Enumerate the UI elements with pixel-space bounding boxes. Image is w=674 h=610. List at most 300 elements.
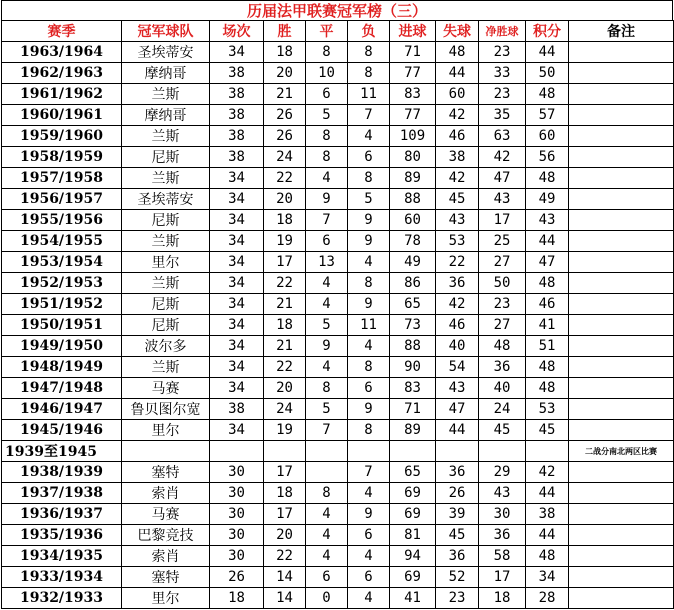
cell-team: 尼斯 [122, 294, 210, 315]
cell-note [569, 357, 674, 378]
table-row [2, 420, 674, 441]
cell-drawn: 6 [306, 84, 348, 105]
cell-points: 48 [526, 357, 569, 378]
table-row [2, 336, 674, 357]
cell-season: 1948/1949 [2, 357, 122, 378]
cell-lost: 8 [348, 63, 390, 84]
header-team: 冠军球队 [122, 21, 210, 42]
cell-team: 兰斯 [122, 168, 210, 189]
cell-goals-against: 43 [436, 210, 479, 231]
cell-lost: 11 [348, 84, 390, 105]
cell-played: 30 [210, 462, 264, 483]
cell-note [569, 63, 674, 84]
cell-won: 21 [264, 294, 306, 315]
cell-played: 30 [210, 525, 264, 546]
table-row [2, 168, 674, 189]
cell-won: 17 [264, 462, 306, 483]
cell-won: 14 [264, 588, 306, 609]
cell-team: 巴黎竞技 [122, 525, 210, 546]
champions-table [1, 20, 674, 609]
cell-goals-for: 49 [390, 252, 436, 273]
cell-team: 摩纳哥 [122, 63, 210, 84]
cell-goals-against: 44 [436, 420, 479, 441]
cell-note [569, 168, 674, 189]
table-body [2, 42, 674, 609]
header-lost: 负 [348, 21, 390, 42]
cell-goal-diff: 23 [479, 42, 526, 63]
table-row [2, 210, 674, 231]
cell-played: 30 [210, 483, 264, 504]
cell-played: 34 [210, 420, 264, 441]
cell-won: 22 [264, 546, 306, 567]
cell-points: 46 [526, 294, 569, 315]
cell-lost: 4 [348, 336, 390, 357]
cell-lost: 11 [348, 315, 390, 336]
cell-won: 18 [264, 315, 306, 336]
cell-goal-diff: 43 [479, 483, 526, 504]
cell-season: 1952/1953 [2, 273, 122, 294]
cell-team: 兰斯 [122, 231, 210, 252]
cell-drawn: 4 [306, 168, 348, 189]
cell-played: 34 [210, 294, 264, 315]
cell-season: 1950/1951 [2, 315, 122, 336]
table-row [2, 546, 674, 567]
cell-won: 20 [264, 63, 306, 84]
cell-goals-against: 42 [436, 105, 479, 126]
cell-note [569, 84, 674, 105]
cell-season: 1958/1959 [2, 147, 122, 168]
cell-points: 44 [526, 525, 569, 546]
cell-goal-diff: 30 [479, 504, 526, 525]
cell-season: 1936/1937 [2, 504, 122, 525]
cell-won: 22 [264, 357, 306, 378]
cell-team: 圣埃蒂安 [122, 42, 210, 63]
header-goal-diff: 净胜球 [479, 21, 526, 42]
cell-goal-diff [479, 441, 526, 462]
cell-season: 1954/1955 [2, 231, 122, 252]
cell-lost: 9 [348, 210, 390, 231]
cell-lost [348, 441, 390, 462]
cell-note [569, 273, 674, 294]
cell-goals-for: 88 [390, 336, 436, 357]
cell-note [569, 231, 674, 252]
cell-won: 19 [264, 231, 306, 252]
cell-note [569, 42, 674, 63]
cell-note [569, 483, 674, 504]
cell-team: 尼斯 [122, 147, 210, 168]
cell-team: 塞特 [122, 462, 210, 483]
cell-goals-against: 36 [436, 546, 479, 567]
cell-points: 50 [526, 63, 569, 84]
cell-points: 34 [526, 567, 569, 588]
cell-goals-for: 77 [390, 105, 436, 126]
header-played: 场次 [210, 21, 264, 42]
header-won: 胜 [264, 21, 306, 42]
cell-won: 21 [264, 336, 306, 357]
cell-goals-against: 45 [436, 189, 479, 210]
cell-won: 20 [264, 525, 306, 546]
page-title: 历届法甲联赛冠军榜（三） [1, 0, 673, 20]
cell-goal-diff: 36 [479, 357, 526, 378]
cell-goals-for: 89 [390, 420, 436, 441]
cell-won [264, 441, 306, 462]
table-row [2, 567, 674, 588]
cell-season: 1945/1946 [2, 420, 122, 441]
cell-played: 26 [210, 567, 264, 588]
cell-lost: 4 [348, 546, 390, 567]
cell-goals-against: 46 [436, 315, 479, 336]
cell-won: 22 [264, 168, 306, 189]
cell-goals-against: 36 [436, 462, 479, 483]
cell-note [569, 105, 674, 126]
cell-drawn: 4 [306, 546, 348, 567]
cell-lost: 9 [348, 399, 390, 420]
table-row [2, 294, 674, 315]
cell-goals-against: 40 [436, 336, 479, 357]
cell-goals-for: 73 [390, 315, 436, 336]
cell-lost: 9 [348, 231, 390, 252]
cell-team: 摩纳哥 [122, 105, 210, 126]
cell-points: 38 [526, 504, 569, 525]
cell-season: 1949/1950 [2, 336, 122, 357]
cell-lost: 9 [348, 504, 390, 525]
cell-goals-against: 38 [436, 147, 479, 168]
cell-lost: 6 [348, 147, 390, 168]
cell-team: 尼斯 [122, 210, 210, 231]
cell-lost: 8 [348, 168, 390, 189]
cell-team: 里尔 [122, 588, 210, 609]
cell-goals-against: 48 [436, 42, 479, 63]
cell-goals-for: 69 [390, 504, 436, 525]
table-row [2, 189, 674, 210]
cell-played: 34 [210, 252, 264, 273]
cell-played: 30 [210, 504, 264, 525]
cell-goal-diff: 17 [479, 567, 526, 588]
cell-played: 38 [210, 399, 264, 420]
cell-points: 44 [526, 483, 569, 504]
cell-season: 1933/1934 [2, 567, 122, 588]
cell-team: 塞特 [122, 567, 210, 588]
cell-season: 1959/1960 [2, 126, 122, 147]
cell-points: 57 [526, 105, 569, 126]
cell-goals-for [390, 441, 436, 462]
cell-points: 60 [526, 126, 569, 147]
cell-note [569, 189, 674, 210]
cell-won: 17 [264, 252, 306, 273]
table-row [2, 252, 674, 273]
cell-goals-against: 36 [436, 273, 479, 294]
cell-played: 34 [210, 378, 264, 399]
cell-season: 1956/1957 [2, 189, 122, 210]
cell-goals-for: 78 [390, 231, 436, 252]
cell-goals-for: 94 [390, 546, 436, 567]
cell-played: 38 [210, 126, 264, 147]
table-row [2, 105, 674, 126]
cell-season: 1934/1935 [2, 546, 122, 567]
cell-season: 1957/1958 [2, 168, 122, 189]
cell-goal-diff: 33 [479, 63, 526, 84]
cell-goal-diff: 63 [479, 126, 526, 147]
cell-note [569, 567, 674, 588]
cell-goals-for: 41 [390, 588, 436, 609]
cell-goal-diff: 23 [479, 84, 526, 105]
cell-played: 34 [210, 210, 264, 231]
cell-drawn: 13 [306, 252, 348, 273]
cell-lost: 8 [348, 273, 390, 294]
cell-won: 24 [264, 399, 306, 420]
cell-points: 45 [526, 420, 569, 441]
cell-goals-for: 69 [390, 483, 436, 504]
cell-note [569, 588, 674, 609]
cell-points: 49 [526, 189, 569, 210]
cell-won: 17 [264, 504, 306, 525]
cell-goals-for: 71 [390, 399, 436, 420]
cell-drawn: 4 [306, 294, 348, 315]
cell-played: 38 [210, 105, 264, 126]
cell-points: 48 [526, 84, 569, 105]
cell-goals-against [436, 441, 479, 462]
cell-drawn: 9 [306, 336, 348, 357]
cell-won: 20 [264, 378, 306, 399]
cell-note [569, 462, 674, 483]
cell-goals-for: 88 [390, 189, 436, 210]
cell-team: 圣埃蒂安 [122, 189, 210, 210]
header-row [2, 21, 674, 42]
cell-points: 48 [526, 273, 569, 294]
cell-played: 30 [210, 546, 264, 567]
header-points: 积分 [526, 21, 569, 42]
cell-drawn: 10 [306, 63, 348, 84]
cell-drawn [306, 441, 348, 462]
cell-lost: 4 [348, 126, 390, 147]
cell-drawn: 5 [306, 399, 348, 420]
cell-season: 1937/1938 [2, 483, 122, 504]
cell-drawn: 0 [306, 588, 348, 609]
cell-lost: 9 [348, 294, 390, 315]
cell-won: 18 [264, 210, 306, 231]
cell-goal-diff: 43 [479, 189, 526, 210]
header-note: 备注 [569, 21, 674, 42]
cell-note [569, 420, 674, 441]
table-row [2, 231, 674, 252]
table-row [2, 504, 674, 525]
cell-played: 38 [210, 147, 264, 168]
cell-goals-for: 83 [390, 378, 436, 399]
cell-team: 马赛 [122, 378, 210, 399]
cell-season: 1962/1963 [2, 63, 122, 84]
cell-points: 28 [526, 588, 569, 609]
cell-won: 26 [264, 126, 306, 147]
cell-lost: 6 [348, 525, 390, 546]
cell-lost: 7 [348, 462, 390, 483]
cell-drawn [306, 462, 348, 483]
cell-lost: 8 [348, 42, 390, 63]
cell-team: 波尔多 [122, 336, 210, 357]
cell-goals-against: 42 [436, 294, 479, 315]
cell-points: 44 [526, 42, 569, 63]
cell-goals-against: 22 [436, 252, 479, 273]
cell-team: 兰斯 [122, 273, 210, 294]
cell-played: 34 [210, 273, 264, 294]
cell-note [569, 336, 674, 357]
cell-won: 14 [264, 567, 306, 588]
cell-season: 1947/1948 [2, 378, 122, 399]
cell-lost: 6 [348, 378, 390, 399]
cell-points: 42 [526, 462, 569, 483]
cell-drawn: 4 [306, 504, 348, 525]
cell-drawn: 8 [306, 378, 348, 399]
cell-team: 鲁贝图尔宽 [122, 399, 210, 420]
cell-goals-for: 83 [390, 84, 436, 105]
table-row [2, 525, 674, 546]
cell-lost: 5 [348, 189, 390, 210]
cell-drawn: 8 [306, 126, 348, 147]
cell-goal-diff: 25 [479, 231, 526, 252]
cell-goal-diff: 58 [479, 546, 526, 567]
cell-goals-for: 109 [390, 126, 436, 147]
cell-lost: 7 [348, 105, 390, 126]
table-row [2, 42, 674, 63]
header-goals-against: 失球 [436, 21, 479, 42]
cell-points [526, 441, 569, 462]
cell-played: 38 [210, 63, 264, 84]
table-row [2, 462, 674, 483]
cell-points: 51 [526, 336, 569, 357]
cell-goal-diff: 27 [479, 315, 526, 336]
cell-played: 34 [210, 42, 264, 63]
cell-goal-diff: 17 [479, 210, 526, 231]
cell-goal-diff: 18 [479, 588, 526, 609]
cell-drawn: 8 [306, 147, 348, 168]
table-row [2, 147, 674, 168]
cell-goals-for: 65 [390, 294, 436, 315]
cell-drawn: 8 [306, 483, 348, 504]
cell-team: 兰斯 [122, 357, 210, 378]
cell-drawn: 4 [306, 357, 348, 378]
cell-drawn: 6 [306, 567, 348, 588]
cell-note [569, 504, 674, 525]
cell-goal-diff: 27 [479, 252, 526, 273]
cell-won: 18 [264, 42, 306, 63]
cell-played: 34 [210, 168, 264, 189]
cell-drawn: 5 [306, 105, 348, 126]
table-row [2, 126, 674, 147]
table-row [2, 63, 674, 84]
cell-played: 38 [210, 84, 264, 105]
cell-goal-diff: 50 [479, 273, 526, 294]
cell-played: 18 [210, 588, 264, 609]
cell-goals-against: 53 [436, 231, 479, 252]
cell-season: 1963/1964 [2, 42, 122, 63]
cell-season: 1939至1945 [2, 441, 122, 462]
cell-played: 34 [210, 336, 264, 357]
cell-points: 53 [526, 399, 569, 420]
cell-goals-for: 77 [390, 63, 436, 84]
cell-goal-diff: 23 [479, 294, 526, 315]
champions-table-container [1, 0, 673, 609]
table-row [2, 273, 674, 294]
cell-won: 19 [264, 420, 306, 441]
cell-goal-diff: 24 [479, 399, 526, 420]
table-row [2, 441, 674, 462]
header-goals-for: 进球 [390, 21, 436, 42]
header-season: 赛季 [2, 21, 122, 42]
cell-team: 尼斯 [122, 315, 210, 336]
table-row [2, 378, 674, 399]
cell-goal-diff: 36 [479, 525, 526, 546]
cell-goal-diff: 40 [479, 378, 526, 399]
cell-goals-for: 69 [390, 567, 436, 588]
cell-drawn: 4 [306, 273, 348, 294]
cell-goals-against: 42 [436, 168, 479, 189]
cell-team: 里尔 [122, 252, 210, 273]
cell-lost: 8 [348, 357, 390, 378]
cell-season: 1961/1962 [2, 84, 122, 105]
cell-note [569, 315, 674, 336]
cell-drawn: 6 [306, 231, 348, 252]
cell-team [122, 441, 210, 462]
cell-goal-diff: 48 [479, 336, 526, 357]
cell-team: 马赛 [122, 504, 210, 525]
cell-note [569, 126, 674, 147]
cell-goals-for: 65 [390, 462, 436, 483]
cell-points: 48 [526, 168, 569, 189]
cell-points: 48 [526, 546, 569, 567]
cell-played: 34 [210, 357, 264, 378]
cell-note [569, 399, 674, 420]
cell-goals-against: 23 [436, 588, 479, 609]
cell-goals-against: 43 [436, 378, 479, 399]
table-row [2, 357, 674, 378]
cell-team: 兰斯 [122, 126, 210, 147]
cell-season: 1951/1952 [2, 294, 122, 315]
cell-goals-for: 90 [390, 357, 436, 378]
cell-lost: 4 [348, 483, 390, 504]
cell-note [569, 147, 674, 168]
cell-goal-diff: 29 [479, 462, 526, 483]
cell-points: 41 [526, 315, 569, 336]
table-row [2, 588, 674, 609]
cell-team: 里尔 [122, 420, 210, 441]
cell-won: 26 [264, 105, 306, 126]
cell-lost: 8 [348, 420, 390, 441]
cell-note [569, 525, 674, 546]
cell-points: 47 [526, 252, 569, 273]
cell-goal-diff: 42 [479, 147, 526, 168]
cell-won: 18 [264, 483, 306, 504]
cell-season: 1938/1939 [2, 462, 122, 483]
cell-goals-for: 86 [390, 273, 436, 294]
cell-goal-diff: 35 [479, 105, 526, 126]
cell-goals-against: 26 [436, 483, 479, 504]
cell-goals-against: 45 [436, 525, 479, 546]
cell-played: 34 [210, 231, 264, 252]
cell-played [210, 441, 264, 462]
table-row [2, 84, 674, 105]
cell-note: 二战分南北两区比赛 [569, 441, 674, 462]
cell-lost: 4 [348, 588, 390, 609]
cell-goals-against: 39 [436, 504, 479, 525]
cell-won: 20 [264, 189, 306, 210]
cell-goals-against: 52 [436, 567, 479, 588]
cell-note [569, 294, 674, 315]
cell-season: 1955/1956 [2, 210, 122, 231]
cell-played: 34 [210, 189, 264, 210]
cell-team: 索肖 [122, 483, 210, 504]
cell-note [569, 210, 674, 231]
cell-drawn: 4 [306, 525, 348, 546]
cell-season: 1932/1933 [2, 588, 122, 609]
